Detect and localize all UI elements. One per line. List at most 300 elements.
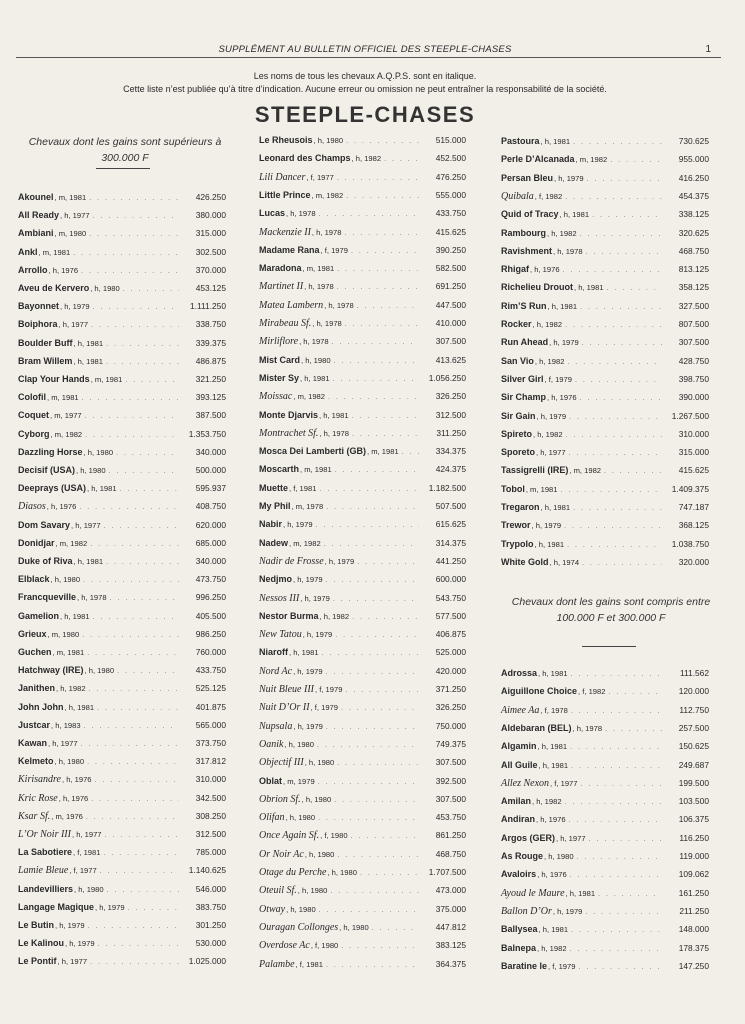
horse-name: Grieux [18, 629, 47, 639]
horse-name: Quid of Tracy [501, 209, 559, 219]
list-item [18, 447, 226, 459]
earnings-value: 249.687 [678, 760, 709, 770]
earnings-value: 370.000 [195, 265, 226, 275]
list-item [501, 319, 709, 331]
horse-details: , m, 1981 [367, 447, 399, 456]
list-item [18, 793, 226, 805]
horse-details: , h, 1980 [83, 448, 114, 457]
horse-name: Bram Willem [18, 356, 73, 366]
earnings-value: 314.375 [435, 538, 466, 548]
horse-details: , h, 1981 [87, 484, 117, 493]
horse-details: , h, 1982 [537, 944, 567, 953]
dot-leader [335, 467, 419, 474]
earnings-value: 401.875 [195, 702, 226, 712]
horse-details: , f, 1977 [69, 866, 97, 875]
list-item [501, 429, 709, 441]
horse-name: Kric Rose [18, 793, 58, 804]
dot-leader [372, 925, 419, 932]
dot-leader [332, 339, 419, 346]
dot-leader [585, 909, 662, 916]
horse-name: Tobol [501, 484, 525, 494]
earnings-value: 339.375 [195, 338, 226, 348]
earnings-value: 408.750 [195, 501, 226, 511]
earnings-value: 433.750 [435, 208, 466, 218]
dot-leader [81, 741, 179, 748]
horse-details: , h, 1978 [572, 724, 603, 733]
dot-leader [91, 796, 179, 803]
horse-name: Aldebaran (BEL) [501, 723, 572, 733]
section-heading-over-300000 [14, 134, 236, 166]
horse-details: , h, 1980 [76, 466, 106, 475]
dot-leader [578, 964, 662, 971]
earnings-value: 120.000 [678, 686, 709, 696]
earnings-value: 320.625 [678, 228, 709, 238]
dot-leader [566, 432, 662, 439]
horse-details: , f, 1980 [310, 941, 339, 950]
horse-name: Trewor [501, 520, 531, 530]
list-item [18, 938, 226, 950]
dot-leader [565, 322, 662, 329]
list-item [259, 172, 466, 184]
horse-details: , h, 1979 [554, 174, 584, 183]
dot-leader [337, 284, 419, 291]
earnings-value: 315.000 [678, 447, 709, 457]
horse-name: Tassigrelli (IRE) [501, 465, 569, 475]
earnings-value: 453.750 [435, 812, 466, 822]
dot-leader [345, 321, 419, 328]
dot-leader [318, 815, 419, 822]
horse-name: Mosca Dei Lamberti (GB) [259, 446, 367, 456]
earnings-value: 312.500 [435, 410, 466, 420]
horse-details: , h, 1980 [50, 575, 81, 584]
earnings-value: 577.500 [435, 611, 466, 621]
dot-leader [86, 814, 179, 821]
list-item [259, 519, 466, 531]
earnings-value: 447.500 [435, 300, 466, 310]
dot-leader [319, 907, 419, 914]
list-item [259, 666, 466, 678]
dot-leader [580, 395, 662, 402]
horse-details: , h, 1981 [319, 411, 349, 420]
horse-details: , h, 1980 [84, 666, 115, 675]
list-item [18, 410, 226, 422]
dot-leader [571, 671, 662, 678]
dot-leader [352, 614, 419, 621]
horse-details: , m, 1981 [300, 465, 332, 474]
horse-name: Algamin [501, 741, 537, 751]
horse-name: Rambourg [501, 228, 546, 238]
dot-leader [384, 156, 419, 163]
earnings-value: 410.000 [435, 318, 466, 328]
horse-details: , f, 1979 [314, 685, 343, 694]
horse-details: , h, 1982 [532, 797, 562, 806]
dot-leader [333, 376, 419, 383]
earnings-value: 582.500 [435, 263, 466, 273]
earnings-value: 515.000 [435, 135, 466, 145]
horse-details: , m, 1981 [90, 375, 123, 384]
list-item [501, 282, 709, 294]
section-heading-100000-300000 [497, 594, 725, 626]
horse-details: , h, 1977 [556, 834, 586, 843]
list-item [259, 959, 466, 971]
dot-leader [582, 340, 662, 347]
earnings-value: 375.000 [435, 904, 466, 914]
list-item [18, 902, 226, 914]
horse-details: , h, 1978 [319, 429, 349, 438]
horse-name: Richelieu Drouot [501, 282, 574, 292]
horse-details: , h, 1976 [530, 265, 560, 274]
horse-details: , h, 1981 [537, 742, 568, 751]
horse-name: Boiphora [18, 319, 58, 329]
dot-leader [564, 523, 662, 530]
horse-name: Objectif III [259, 757, 304, 768]
list-item [501, 502, 709, 514]
dot-leader [104, 523, 179, 530]
dot-leader [88, 923, 179, 930]
dot-leader [91, 322, 179, 329]
horse-details: , m, 1980 [47, 630, 80, 639]
list-item [501, 465, 709, 477]
dot-leader [319, 211, 419, 218]
list-item [501, 209, 709, 221]
dot-leader [106, 341, 179, 348]
list-item [18, 356, 226, 368]
horse-name: Trypolo [501, 539, 534, 549]
horse-details: , h, 1976 [48, 266, 79, 275]
horse-name: Lucas [259, 208, 286, 218]
earnings-value: 441.250 [435, 556, 466, 566]
dot-leader [575, 377, 662, 384]
earnings-value: 468.750 [435, 849, 466, 859]
list-item [18, 210, 226, 222]
list-item [259, 245, 466, 257]
dot-leader [103, 850, 179, 857]
horse-details: , h, 1978 [304, 282, 334, 291]
earnings-value: 600.000 [435, 574, 466, 584]
dot-leader [565, 799, 662, 806]
earnings-value: 986.250 [195, 629, 226, 639]
horse-details: , h, 1981 [534, 540, 565, 549]
earnings-value: 1.353.750 [188, 429, 226, 439]
horse-details: , h, 1981 [64, 703, 95, 712]
earnings-value: 390.000 [678, 392, 709, 402]
earnings-value: 415.625 [435, 227, 466, 237]
earnings-value: 747.187 [678, 502, 709, 512]
dot-leader [318, 779, 419, 786]
dot-leader [334, 797, 419, 804]
horse-name: Lamie Bleue [18, 865, 69, 876]
earnings-value: 507.500 [435, 501, 466, 511]
list-item [18, 574, 226, 586]
horse-details: , h, 1980 [313, 136, 344, 145]
earnings-value: 311.250 [436, 428, 466, 438]
dot-leader [322, 650, 419, 657]
horse-name: Baratine le [501, 961, 548, 971]
horse-details: , h, 1980 [74, 885, 104, 894]
horse-details: , f, 1982 [534, 192, 563, 201]
horse-details: , h, 1979 [293, 722, 323, 731]
dot-leader [319, 486, 419, 493]
horse-details: , h, 1980 [285, 813, 316, 822]
horse-name: All Ready [18, 210, 60, 220]
horse-name: Mirabeau Sf. [259, 318, 312, 329]
list-item [259, 446, 466, 458]
earnings-value: 326.250 [435, 391, 466, 401]
horse-details: , h, 1978 [299, 337, 329, 346]
earnings-value: 1.111.250 [189, 301, 226, 311]
horse-details: , h, 1980 [304, 850, 335, 859]
section-heading-line1: Chevaux dont les gains sont compris entre [511, 596, 711, 608]
earnings-value: 420.000 [435, 666, 466, 676]
horse-name: Mist Card [259, 355, 301, 365]
horse-details: , m, 1981 [47, 393, 79, 402]
horse-name: Perle D’Alcanada [501, 154, 575, 164]
list-item [501, 173, 709, 185]
earnings-value: 428.750 [678, 356, 709, 366]
horse-name: Duke of Riva [18, 556, 73, 566]
horse-name: Rim’S Run [501, 301, 547, 311]
section-rule [582, 646, 636, 647]
list-item [501, 356, 709, 368]
dot-leader [589, 836, 662, 843]
dot-leader [79, 504, 179, 511]
list-item [501, 264, 709, 276]
dot-leader [128, 905, 179, 912]
list-item [259, 501, 466, 513]
horse-details: , f, 1979 [548, 962, 576, 971]
dot-leader [607, 285, 662, 292]
earnings-value: 620.000 [195, 520, 226, 530]
list-item [259, 556, 466, 568]
earnings-value: 595.937 [195, 483, 226, 493]
list-item [18, 247, 226, 259]
horse-name: My Phil [259, 501, 291, 511]
list-item [501, 888, 709, 900]
list-item [259, 940, 466, 952]
earnings-value: 307.500 [435, 336, 466, 346]
earnings-value: 691.250 [435, 281, 466, 291]
horse-name: Argos (GER) [501, 833, 555, 843]
horse-details: , h, 1979 [531, 521, 562, 530]
horse-name: Silver Girl [501, 374, 544, 384]
dot-leader [337, 175, 419, 182]
horse-name: Palambe [259, 959, 295, 970]
horse-details: , h, 1981 [73, 357, 103, 366]
horse-details: , m, 1982 [575, 155, 608, 164]
list-item [18, 556, 226, 568]
dot-leader [334, 358, 419, 365]
dot-leader [109, 468, 179, 475]
horse-details: , h, 1979 [300, 594, 330, 603]
horse-details: , h, 1980 [327, 868, 357, 877]
list-item [501, 301, 709, 313]
horse-name: Nestor Burma [259, 611, 319, 621]
horse-details: , m, 1981 [525, 485, 558, 494]
earnings-value: 453.125 [195, 283, 226, 293]
horse-name: Le Rheusois [259, 135, 313, 145]
list-item [259, 904, 466, 916]
horse-details: , h, 1983 [51, 721, 81, 730]
list-item [18, 920, 226, 932]
header-rule [16, 57, 721, 58]
horse-details: , h, 1977 [57, 957, 88, 966]
dot-leader [608, 689, 662, 696]
earnings-value: 312.500 [195, 829, 226, 839]
list-item [18, 520, 226, 532]
earnings-value: 525.125 [195, 683, 226, 693]
list-item [259, 593, 466, 605]
dot-leader [346, 193, 419, 200]
horse-name: Aiguillone Choice [501, 686, 578, 696]
list-item [501, 778, 709, 790]
list-item [18, 847, 226, 859]
dot-leader [570, 872, 662, 879]
dot-leader [324, 541, 419, 548]
earnings-value: 320.000 [678, 557, 709, 567]
horse-details: , h, 1976 [61, 775, 92, 784]
earnings-value: 861.250 [435, 830, 466, 840]
dot-leader [580, 304, 662, 311]
horse-details: , h, 1978 [312, 319, 342, 328]
list-item [18, 228, 226, 240]
earnings-value: 1.182.500 [428, 483, 466, 493]
horse-details: , h, 1976 [536, 815, 566, 824]
horse-name: Madame Rana [259, 245, 320, 255]
horse-name: Moscarth [259, 464, 300, 474]
earnings-value: 119.000 [679, 851, 709, 861]
list-item [501, 557, 709, 569]
list-item [18, 338, 226, 350]
earnings-value: 426.250 [195, 192, 226, 202]
horse-name: Akounel [18, 192, 54, 202]
dot-leader [106, 359, 179, 366]
horse-details: , h, 1979 [549, 338, 579, 347]
earnings-value: 321.250 [195, 374, 226, 384]
horse-name: Sporeto [501, 447, 536, 457]
earnings-value: 103.500 [678, 796, 709, 806]
list-item [259, 812, 466, 824]
dot-leader [106, 559, 179, 566]
dot-leader [344, 230, 419, 237]
horse-name: Overdose Ac [259, 940, 310, 951]
horse-details: , f, 1981 [73, 848, 101, 857]
dot-leader [598, 891, 662, 898]
earnings-value: 315.000 [195, 228, 226, 238]
horse-details: , h, 1980 [284, 740, 315, 749]
earnings-value: 1.056.250 [428, 373, 466, 383]
earnings-value: 685.000 [195, 538, 226, 548]
horse-details: , h, 1979 [283, 520, 313, 529]
dot-leader [82, 395, 179, 402]
running-header [0, 44, 730, 55]
horse-name: As Rouge [501, 851, 544, 861]
horse-details: , h, 1976 [547, 393, 577, 402]
earnings-value: 178.375 [678, 943, 709, 953]
earnings-value: 398.750 [678, 374, 709, 384]
dot-leader [351, 833, 419, 840]
dot-leader [87, 650, 179, 657]
horse-name: Obrion Sf. [259, 794, 301, 805]
horse-name: Ambiani [18, 228, 54, 238]
list-item [501, 906, 709, 918]
dot-leader [337, 266, 419, 273]
list-item [259, 922, 466, 934]
dot-leader [604, 468, 662, 475]
dot-leader [605, 726, 662, 733]
horse-name: Montrachet Sf. [259, 428, 319, 439]
earnings-value: 211.250 [679, 906, 709, 916]
horse-details: , h, 1980 [544, 852, 574, 861]
list-item [501, 796, 709, 808]
horse-details: , h, 1977 [71, 830, 102, 839]
horse-details: , h, 1978 [77, 593, 107, 602]
earnings-value: 473.000 [435, 885, 466, 895]
horse-name: Nupsala [259, 721, 293, 732]
list-item [259, 355, 466, 367]
horse-details: , m, 1976 [51, 812, 83, 821]
dot-leader [110, 595, 179, 602]
note-disclaimer-line: Cette liste n’est publiée qu’à titre d’indication. Aucune erreur ou omission ne peut entraîner la responsabilité de la société. [123, 84, 607, 94]
horse-name: Pastoura [501, 136, 540, 146]
horse-details: , f, 1981 [295, 960, 323, 969]
dot-leader [569, 414, 662, 421]
earnings-value: 380.000 [195, 210, 226, 220]
list-item [18, 811, 226, 823]
horse-details: , h, 1981 [540, 137, 571, 146]
dot-leader [565, 194, 662, 201]
list-item [259, 153, 466, 165]
horse-name: Oanik [259, 739, 284, 750]
earnings-value: 342.500 [195, 793, 226, 803]
dot-leader [571, 708, 662, 715]
dot-leader [357, 303, 419, 310]
dot-leader [582, 560, 662, 567]
horse-name: Nord Ac [259, 666, 293, 677]
horse-name: Kawan [18, 738, 48, 748]
horse-name: Justcar [18, 720, 51, 730]
dot-leader [581, 781, 663, 788]
earnings-value: 310.000 [195, 774, 226, 784]
earnings-value: 1.038.750 [671, 539, 709, 549]
horse-details: , m, 1981 [302, 264, 335, 273]
horse-name: Nuit Bleue III [259, 684, 314, 695]
dot-leader [587, 176, 662, 183]
dot-leader [577, 854, 662, 861]
horse-details: , f, 1982 [578, 687, 606, 696]
list-item [259, 611, 466, 623]
horse-name: Cyborg [18, 429, 50, 439]
horse-details: , h, 1981 [73, 557, 104, 566]
horse-details: , m, 1981 [38, 248, 71, 257]
dot-leader [98, 941, 179, 948]
list-item [18, 392, 226, 404]
dot-leader [326, 724, 419, 731]
earnings-value: 161.250 [678, 888, 709, 898]
dot-leader [89, 231, 179, 238]
dot-leader [90, 541, 179, 548]
horse-details: , h, 1979 [293, 575, 323, 584]
horse-name: Ksar Sf. [18, 811, 51, 822]
horse-name: Bayonnet [18, 301, 60, 311]
dot-leader [83, 577, 179, 584]
earnings-value: 1.707.500 [428, 867, 466, 877]
horse-details: , f, 1980 [320, 831, 348, 840]
earnings-value: 486.875 [195, 356, 226, 366]
horse-name: Donidjar [18, 538, 55, 548]
horse-name: Kelmeto [18, 756, 54, 766]
horse-details: , h, 1981 [574, 283, 604, 292]
horse-name: Little Prince [259, 190, 311, 200]
